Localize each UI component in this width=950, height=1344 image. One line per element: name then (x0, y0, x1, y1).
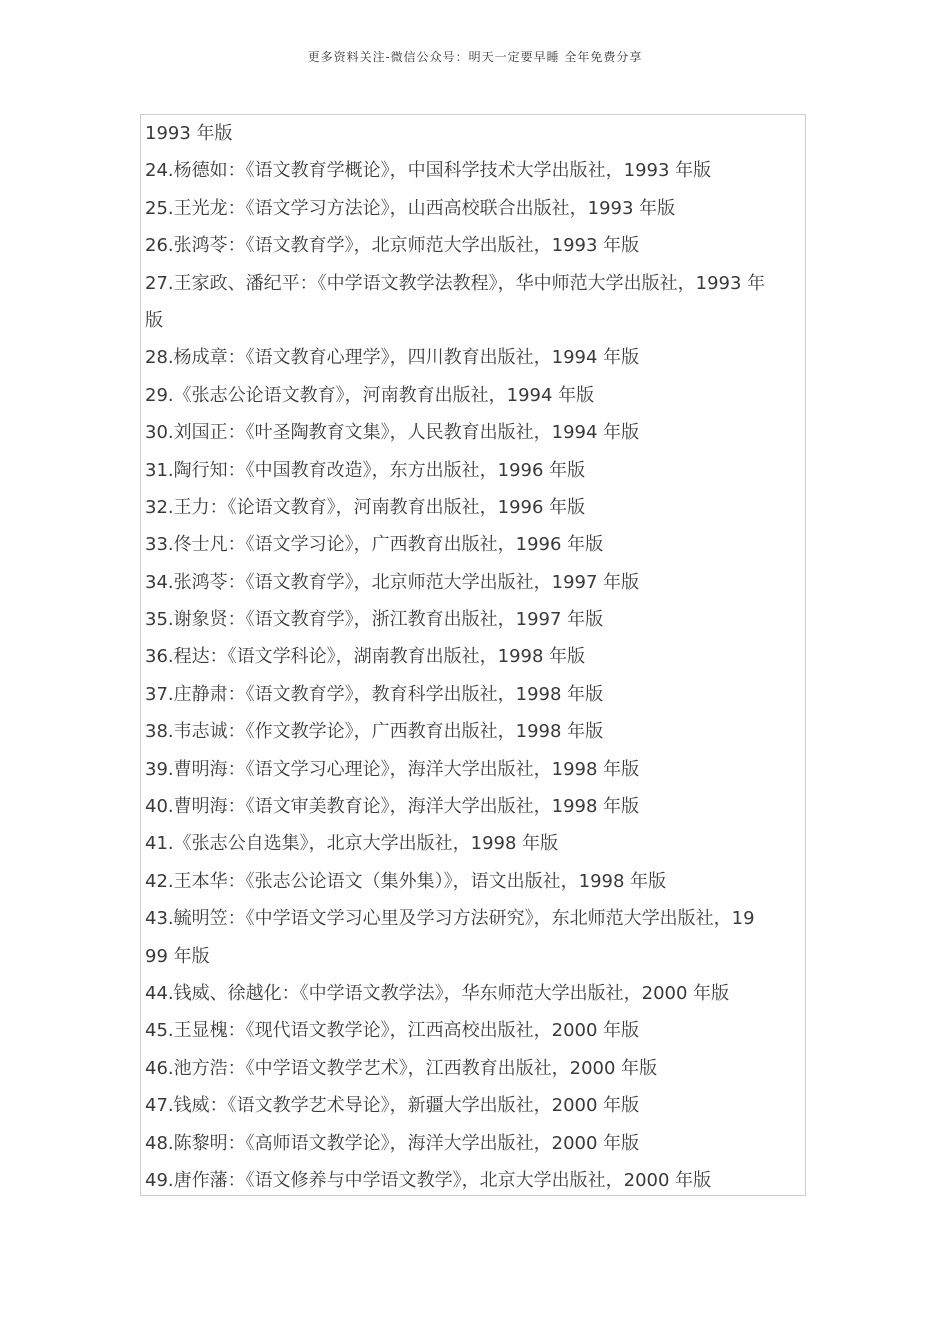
list-item: 28.杨成章：《语文教育心理学》，四川教育出版社，1994 年版 (145, 347, 640, 369)
list-item: 47.钱威：《语文教学艺术导论》，新疆大学出版社，2000 年版 (145, 1095, 640, 1117)
list-item: 29.《张志公论语文教育》，河南教育出版社，1994 年版 (145, 384, 595, 406)
list-item: 43.毓明笠：《中学语文学习心里及学习方法研究》，东北师范大学出版社，19 (145, 908, 755, 930)
list-item: 31.陶行知：《中国教育改造》，东方出版社，1996 年版 (145, 459, 586, 481)
list-item: 32.王力：《论语文教育》，河南教育出版社，1996 年版 (145, 496, 586, 518)
list-item: 45.王显槐：《现代语文教学论》，江西高校出版社，2000 年版 (145, 1020, 640, 1042)
list-item: 27.王家政、潘纪平：《中学语文教学法教程》，华中师范大学出版社，1993 年 (145, 272, 766, 294)
list-item: 34.张鸿苓：《语文教育学》，北京师范大学出版社，1997 年版 (145, 571, 640, 593)
list-item: 25.王光龙：《语文学习方法论》，山西高校联合出版社，1993 年版 (145, 197, 676, 219)
list-item: 26.张鸿苓：《语文教育学》，北京师范大学出版社，1993 年版 (145, 235, 640, 257)
list-item: 36.程达：《语文学科论》，湖南教育出版社，1998 年版 (145, 646, 586, 668)
list-item: 40.曹明海：《语文审美教育论》，海洋大学出版社，1998 年版 (145, 796, 640, 818)
list-item: 版 (145, 309, 163, 331)
list-item: 39.曹明海：《语文学习心理论》，海洋大学出版社，1998 年版 (145, 758, 640, 780)
list-item: 1993 年版 (145, 123, 233, 144)
list-item: 35.谢象贤：《语文教育学》，浙江教育出版社，1997 年版 (145, 609, 604, 631)
list-item: 38.韦志诚：《作文教学论》，广西教育出版社，1998 年版 (145, 721, 604, 743)
list-item: 49.唐作藩：《语文修养与中学语文教学》，北京大学出版社，2000 年版 (145, 1169, 712, 1191)
reference-list-box (140, 114, 806, 1196)
reference-list (145, 115, 805, 1199)
page-header: 更多资料关注-微信公众号：明天一定要早睡 全年免费分享 (307, 50, 643, 64)
list-item: 48.陈黎明：《高师语文教学论》，海洋大学出版社，2000 年版 (145, 1132, 640, 1154)
list-item: 41.《张志公自选集》，北京大学出版社，1998 年版 (145, 833, 559, 855)
list-item: 46.池方浩：《中学语文教学艺术》，江西教育出版社，2000 年版 (145, 1057, 658, 1079)
list-item: 44.钱威、徐越化：《中学语文教学法》，华东师范大学出版社，2000 年版 (145, 982, 730, 1004)
list-item: 30.刘国正：《叶圣陶教育文集》，人民教育出版社，1994 年版 (145, 422, 640, 444)
list-item: 99 年版 (145, 945, 210, 967)
list-item: 37.庄静肃：《语文教育学》，教育科学出版社，1998 年版 (145, 683, 604, 705)
list-item: 33.佟士凡：《语文学习论》，广西教育出版社，1996 年版 (145, 534, 604, 556)
list-item: 24.杨德如：《语文教育学概论》，中国科学技术大学出版社，1993 年版 (145, 160, 712, 182)
list-item: 42.王本华：《张志公论语文（集外集）》，语文出版社，1998 年版 (145, 870, 667, 892)
